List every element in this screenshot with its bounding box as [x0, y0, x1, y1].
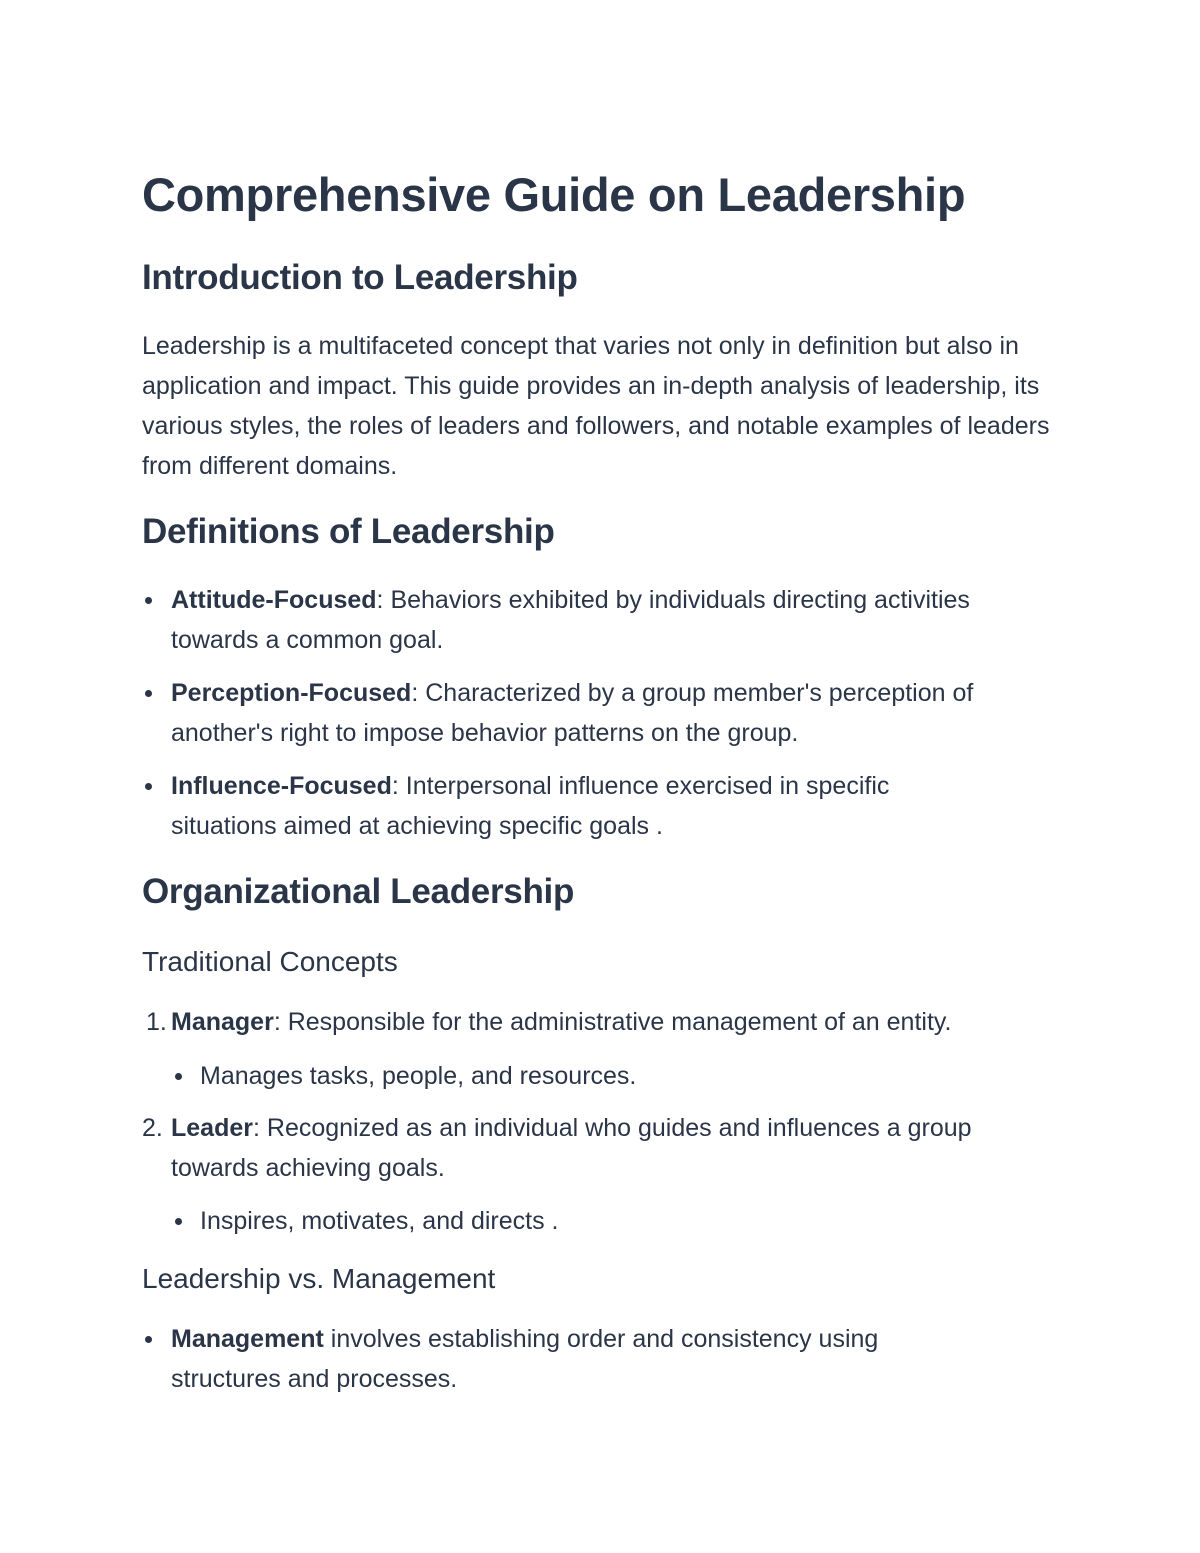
intro-heading: Introduction to Leadership: [142, 258, 578, 297]
definition-text: Interpersonal influence exercised in specific situations aimed at achieving specific goals .: [171, 772, 890, 840]
definition-item-attitude: Attitude-Focused: Behaviors exhibited by individuals directing activities towards a common goal.: [171, 586, 970, 654]
intro-paragraph: Leadership is a multifaceted concept that varies not only in definition but also in application and impact. This guide provides an in-depth analysis of leadership, its various styles, the roles of leaders and followers, and notable examples of leaders from different domains.: [142, 332, 1050, 480]
definition-item-perception: Perception-Focused: Characterized by a group member's perception of another's right to impose behavior patterns on the group.: [171, 679, 974, 747]
traditional-heading: Traditional Concepts: [142, 946, 398, 977]
vs-item-management: [171, 1319, 991, 1399]
definitions-heading: Definitions of Leadership: [142, 512, 555, 551]
bullet-icon: [145, 783, 152, 790]
vs-term: Management: [171, 1325, 324, 1353]
bullet-icon: [175, 1073, 182, 1080]
traditional-term: Leader: [171, 1114, 253, 1142]
definition-item-influence: Influence-Focused: Interpersonal influence exercised in specific situations aimed at achieving specific goals .: [171, 772, 890, 840]
definition-term: Influence-Focused: [171, 772, 392, 800]
bullet-icon: [145, 1336, 152, 1343]
bullet-icon: [175, 1218, 182, 1225]
definition-term: Attitude-Focused: [171, 586, 377, 614]
vs-heading: Leadership vs. Management: [142, 1263, 496, 1294]
list-number: 1.: [146, 1008, 167, 1036]
traditional-text: Responsible for the administrative management of an entity.: [287, 1008, 952, 1036]
traditional-term: Manager: [171, 1008, 274, 1036]
organizational-heading: Organizational Leadership: [142, 872, 575, 911]
traditional-subitem: Inspires, motivates, and directs .: [200, 1207, 559, 1235]
bullet-icon: [145, 597, 152, 604]
definition-text: Characterized by a group member's perception of another's right to impose behavior patterns on the group.: [171, 679, 974, 747]
list-number: 2.: [142, 1114, 163, 1142]
definition-term: Perception-Focused: [171, 679, 412, 707]
traditional-item-leader: Leader: Recognized as an individual who guides and influences a group towards achieving goals.: [171, 1114, 972, 1182]
bullet-icon: [145, 690, 152, 697]
traditional-text: Recognized as an individual who guides and influences a group towards achieving goals.: [171, 1114, 972, 1182]
page-title: Comprehensive Guide on Leadership: [142, 168, 966, 221]
definition-text: Behaviors exhibited by individuals directing activities towards a common goal.: [171, 586, 970, 654]
traditional-item-manager: Manager: Responsible for the administrative management of an entity.: [171, 1008, 952, 1036]
vs-text: involves establishing order and consistency using structures and processes.: [171, 1325, 879, 1393]
traditional-subitem: Manages tasks, people, and resources.: [200, 1062, 637, 1090]
